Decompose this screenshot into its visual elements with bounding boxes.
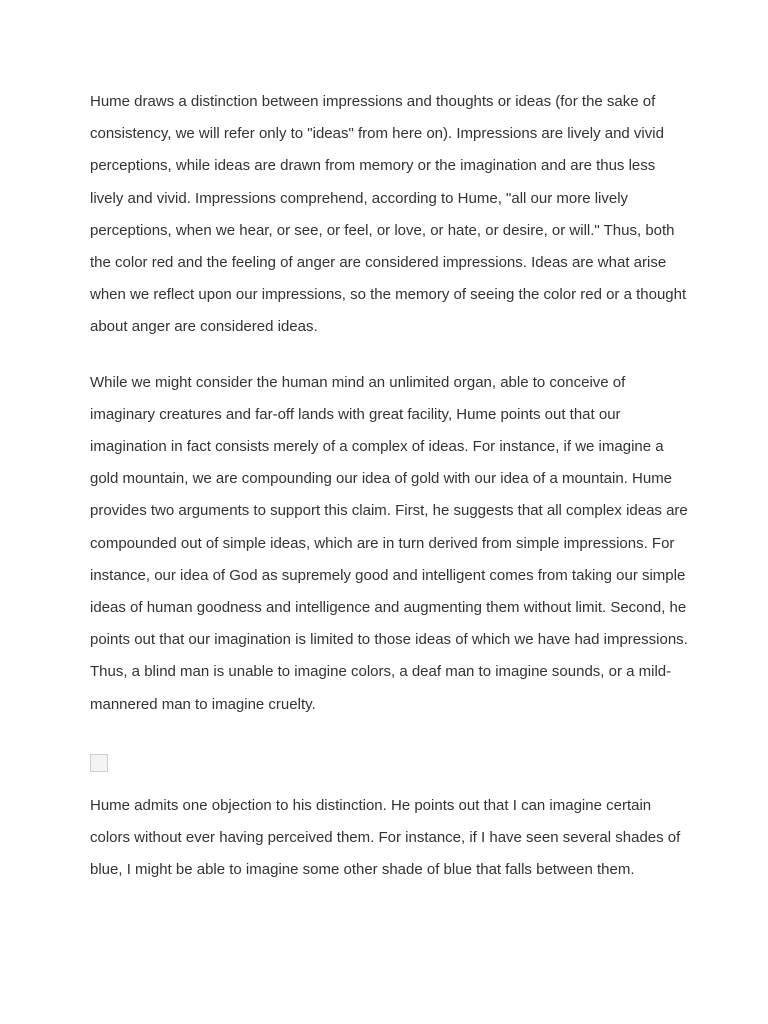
paragraph-objection: Hume admits one objection to his distinction. He points out that I can imagine certain colors without ever having perceived them. For instance, if I have seen several shades of blue, I might be able to imagine some other shade of blue that falls between them.: [90, 796, 681, 879]
paragraph-impressions-ideas: Hume draws a distinction between impressions and thoughts or ideas (for the sake of consistency, we will refer only to "ideas" from here on). Impressions are lively and vivid perceptions, while ideas are drawn from memory or the imagination and are thus less lively and vivid. Impressions comprehend, according to Hume, "all our more lively perceptions, when we hear, or see, or feel, or love, or hate, or desire, or will." Thus, both the color red and the feeling of anger are considered impressions. Ideas are what arise when we reflect upon our impressions, so the memory of seeing the color red or a thought about anger are considered ideas.: [90, 93, 687, 336]
article-body: [90, 86, 690, 886]
broken-image-icon: [90, 754, 108, 772]
paragraph-imagination: While we might consider the human mind an unlimited organ, able to conceive of imaginary creatures and far-off lands with great facility, Hume points out that our imagination in fact consists merely of a complex of ideas. For instance, if we imagine a gold mountain, we are compounding our idea of gold with our idea of a mountain. Hume provides two arguments to support this claim. First, he suggests that all complex ideas are compounded out of simple ideas, which are in turn derived from simple impressions. For instance, our idea of God as supremely good and intelligent comes from taking our simple ideas of human goodness and intelligence and augmenting them without limit. Second, he points out that our imagination is limited to those ideas of which we have had impressions. Thus, a blind man is unable to imagine colors, a deaf man to imagine sounds, or a mild-mannered man to imagine cruelty.: [90, 373, 688, 713]
